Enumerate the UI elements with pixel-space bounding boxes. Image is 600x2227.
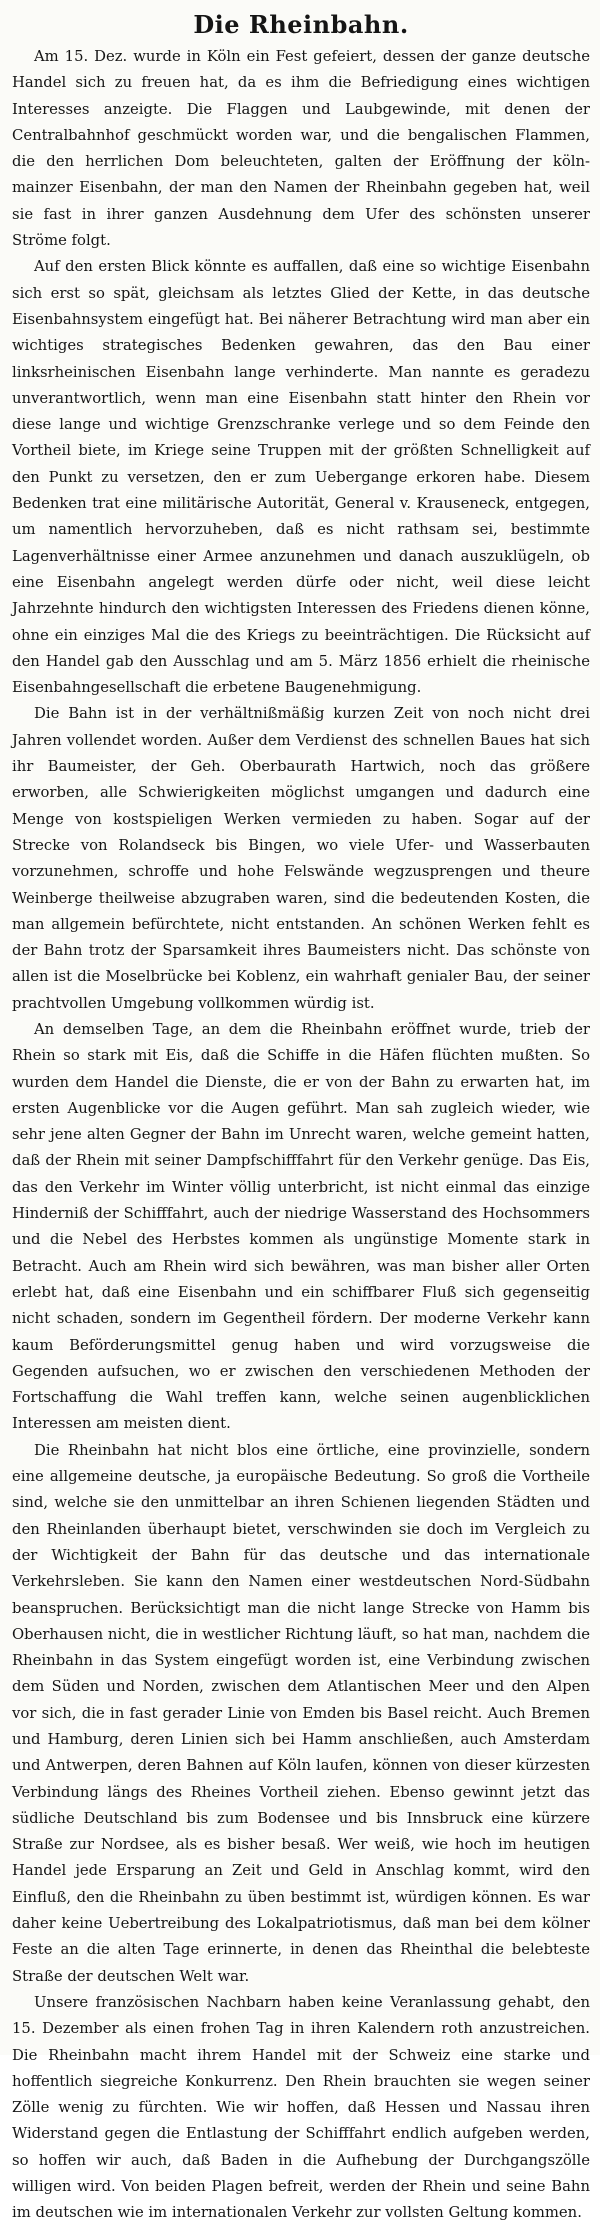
- paragraph-2: Auf den ersten Blick könnte es auffallen, daß eine so wichtige Eisenbahn sich erst so spät, gleichsam als letztes Glied der Kette, in das deutsche Eisenbahnsystem eingefügt hat. Bei näherer Betrachtung wird man aber ein wichtiges strategisches Bedenken gewahren, das den Bau einer linksrheinischen Eisenbahn lange verhinderte. Man nannte es geradezu unverantwortlich, wenn man eine Eisenbahn statt hinter den Rhein vor diese lange und wichtige Grenzschranke verlege und so dem Feinde den Vortheil biete, im Kriege seine Truppen mit der größten Schnelligkeit auf den Punkt zu versetzen, den er zum Uebergange erkoren habe. Diesem Bedenken trat eine militärische Autorität, General v. Krauseneck, entgegen, um namentlich hervorzuheben, daß es nicht rathsam sei, bestimmte Lagenverhältnisse einer Armee anzunehmen und danach auszuklügeln, ob eine Eisenbahn angelegt werden dürfe oder nicht, weil diese leicht Jahrzehnte hindurch den wichtigsten Interessen des Friedens dienen könne, ohne ein einziges Mal die des Kriegs zu beeinträchtigen. Die Rücksicht auf den Handel gab den Ausschlag und am 5. März 1856 erhielt die rheinische Eisenbahngesellschaft die erbetene Baugenehmigung.: [12, 258, 590, 697]
- paragraph-5: Die Rheinbahn hat nicht blos eine örtliche, eine provinzielle, sondern eine allgemeine deutsche, ja europäische Bedeutung. So groß die Vortheile sind, welche sie den unmittelbar an ihren Schienen liegenden Städten und den Rheinlanden überhaupt bietet, verschwinden sie doch im Vergleich zu der Wichtigkeit der Bahn für das deutsche und das internationale Verkehrsleben. Sie kann den Namen einer westdeutschen Nord-Südbahn beanspruchen. Berücksichtigt man die nicht lange Strecke von Hamm bis Oberhausen nicht, die in westlicher Richtung läuft, so hat man, nachdem die Rheinbahn in das System eingefügt worden ist, eine Verbindung zwischen dem Süden und Norden, zwischen dem Atlantischen Meer und den Alpen vor sich, die in fast gerader Linie von Emden bis Basel reicht. Auch Bremen und Hamburg, deren Linien sich bei Hamm anschließen, auch Amsterdam und Antwerpen, deren Bahnen auf Köln laufen, können von dieser kürzesten Verbindung längs des Rheines Vortheil ziehen. Ebenso gewinnt jetzt das südliche Deutschland bis zum Bodensee und bis Innsbruck eine kürzere Straße zur Nordsee, als es bisher besaß. Wer weiß, wie hoch im heutigen Handel jede Ersparung an Zeit und Geld in Anschlag kommt, wird den Einfluß, den die Rheinbahn zu üben bestimmt ist, würdigen können. Es war daher keine Uebertreibung des Lokalpatriotismus, daß man bei dem kölner Feste an die alten Tage erinnerte, in denen das Rheinthal die belebteste Straße der deutschen Welt war.: [12, 1441, 590, 1985]
- paragraph-4: An demselben Tage, an dem die Rheinbahn eröffnet wurde, trieb der Rhein so stark mit Eis, daß die Schiffe in die Häfen flüchten mußten. So wurden dem Handel die Dienste, die er von der Bahn zu erwarten hat, im ersten Augenblicke vor die Augen geführt. Man sah zugleich wieder, wie sehr jene alten Gegner der Bahn im Unrecht waren, welche gemeint hatten, daß der Rhein mit seiner Dampfschifffahrt für den Verkehr genüge. Das Eis, das den Verkehr im Winter völlig unterbricht, ist nicht einmal das einzige Hinderniß der Schifffahrt, auch der niedrige Wasserstand des Hochsommers und die Nebel des Herbstes kommen als ungünstige Momente stark in Betracht. Auch am Rhein wird sich bewähren, was man bisher aller Orten erlebt hat, daß eine Eisenbahn und ein schiffbarer Fluß sich gegenseitig nicht schaden, sondern im Gegentheil fördern. Der moderne Verkehr kann kaum Beförderungsmittel genug haben und wird vorzugsweise die Gegenden aufsuchen, wo er zwischen den verschiedenen Methoden der Fortschaffung die Wahl treffen kann, welche seinen augenblicklichen Interessen am meisten dient.: [12, 1020, 590, 1433]
- article-title: Die Rheinbahn.: [193, 10, 409, 39]
- paragraph-1: Am 15. Dez. wurde in Köln ein Fest gefeiert, dessen der ganze deutsche Handel sich zu freuen hat, da es ihm die Befriedigung eines wichtigen Interesses anzeigte. Die Flaggen und Laubgewinde, mit denen der Centralbahnhof geschmückt worden war, und die bengalischen Flammen, die den herrlichen Dom beleuchteten, galten der Eröffnung der köln-mainzer Eisenbahn, der man den Namen der Rheinbahn gegeben hat, weil sie fast in ihrer ganzen Ausdehnung dem Ufer des schönsten unserer Ströme folgt.: [12, 48, 590, 250]
- paragraph-6: Unsere französischen Nachbarn haben keine Veranlassung gehabt, den 15. Dezember als einen frohen Tag in ihren Kalendern roth anzustreichen. Die Rheinbahn macht ihrem Handel mit der Schweiz eine starke und hoffentlich siegreiche Konkurrenz. Den Rhein brauchten sie wegen seiner Zölle wenig zu fürchten. Wie wir hoffen, daß Hessen und Nassau ihren Widerstand gegen die Entlastung der Schifffahrt endlich aufgeben werden, so hoffen wir auch, daß Baden in die Aufhebung der Durchgangszölle willigen wird. Von beiden Plagen befreit, werden der Rhein und seine Bahn im deutschen wie im internationalen Verkehr zur vollsten Geltung kommen.: [12, 1993, 590, 2222]
- paragraph-3: Die Bahn ist in der verhältnißmäßig kurzen Zeit von noch nicht drei Jahren vollendet worden. Außer dem Verdienst des schnellen Baues hat sich ihr Baumeister, der Geh. Oberbaurath Hartwich, noch das größere erworben, alle Schwierigkeiten möglichst umgangen und dadurch eine Menge von kostspieligen Werken vermieden zu haben. Sogar auf der Strecke von Rolandseck bis Bingen, wo viele Ufer- und Wasserbauten vorzunehmen, schroffe und hohe Felswände wegzusprengen und theure Weinberge theilweise abzugraben waren, sind die bedeutenden Kosten, die man allgemein befürchtete, nicht entstanden. An schönen Werken fehlt es der Bahn trotz der Sparsamkeit ihres Baumeisters nicht. Das schönste von allen ist die Moselbrücke bei Koblenz, ein wahrhaft genialer Bau, der seiner prachtvollen Umgebung vollkommen würdig ist.: [12, 705, 590, 1012]
